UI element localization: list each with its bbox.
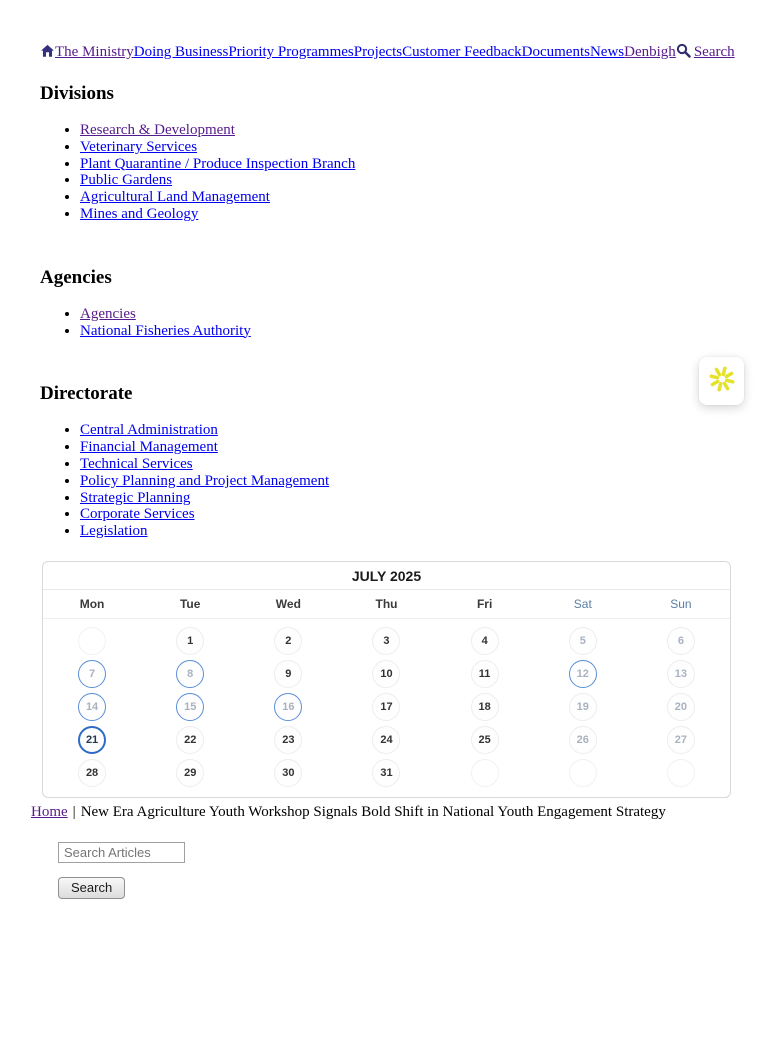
link-mines-and-geology[interactable]: Mines and Geology bbox=[80, 205, 199, 222]
calendar-day-20[interactable]: 20 bbox=[667, 693, 695, 721]
calendar-empty-day bbox=[78, 627, 106, 655]
list-item bbox=[80, 189, 773, 206]
list-item bbox=[80, 473, 773, 490]
calendar-day-11[interactable]: 11 bbox=[471, 660, 499, 688]
link-plant-quarantine-produce-inspection-branch[interactable]: Plant Quarantine / Produce Inspection Branch bbox=[80, 155, 356, 172]
calendar-empty-day bbox=[667, 759, 695, 787]
calendar-day-headers bbox=[43, 590, 730, 619]
search-button[interactable]: Search bbox=[58, 877, 125, 899]
calendar-cell bbox=[632, 758, 730, 788]
link-financial-management[interactable]: Financial Management bbox=[80, 439, 218, 456]
calendar-empty-day bbox=[569, 759, 597, 787]
list-item bbox=[80, 139, 773, 156]
nav-link-projects[interactable]: Projects bbox=[353, 44, 403, 60]
calendar-day-21[interactable]: 21 bbox=[78, 726, 106, 754]
calendar-cell bbox=[632, 659, 730, 689]
breadcrumb bbox=[31, 804, 731, 821]
home-icon[interactable] bbox=[40, 44, 55, 61]
calendar-cell bbox=[239, 758, 337, 788]
calendar-cell bbox=[239, 725, 337, 755]
asterisk-icon bbox=[708, 365, 736, 398]
calendar-cell bbox=[141, 758, 239, 788]
calendar-day-10[interactable]: 10 bbox=[372, 660, 400, 688]
calendar-cell bbox=[43, 758, 141, 788]
calendar-day-26[interactable]: 26 bbox=[569, 726, 597, 754]
calendar-day-8[interactable]: 8 bbox=[176, 660, 204, 688]
calendar-cell bbox=[534, 659, 632, 689]
list-item bbox=[80, 122, 773, 139]
nav-link-the-ministry[interactable]: The Ministry bbox=[55, 44, 134, 60]
calendar-day-23[interactable]: 23 bbox=[274, 726, 302, 754]
calendar-cell bbox=[43, 626, 141, 656]
day-header-tue: Tue bbox=[179, 596, 201, 611]
calendar-day-15[interactable]: 15 bbox=[176, 693, 204, 721]
calendar-day-24[interactable]: 24 bbox=[372, 726, 400, 754]
list-item bbox=[80, 306, 773, 323]
day-header-thu: Thu bbox=[375, 596, 398, 611]
link-strategic-planning[interactable]: Strategic Planning bbox=[80, 489, 191, 506]
nav-links bbox=[55, 44, 676, 60]
nav-link-documents[interactable]: Documents bbox=[521, 44, 590, 60]
link-legislation[interactable]: Legislation bbox=[80, 523, 148, 540]
section-list-divisions bbox=[40, 122, 773, 223]
calendar-day-14[interactable]: 14 bbox=[78, 693, 106, 721]
calendar-cell bbox=[337, 626, 435, 656]
calendar-day-16[interactable]: 16 bbox=[274, 693, 302, 721]
list-item bbox=[80, 506, 773, 523]
calendar-grid bbox=[43, 619, 730, 797]
list-item bbox=[80, 172, 773, 189]
link-national-fisheries-authority[interactable]: National Fisheries Authority bbox=[80, 322, 251, 339]
calendar-day-18[interactable]: 18 bbox=[471, 693, 499, 721]
calendar-cell bbox=[141, 725, 239, 755]
calendar-day-7[interactable]: 7 bbox=[78, 660, 106, 688]
calendar-day-30[interactable]: 30 bbox=[274, 759, 302, 787]
link-central-administration[interactable]: Central Administration bbox=[80, 422, 218, 439]
search-articles-input[interactable] bbox=[58, 842, 185, 863]
calendar-day-4[interactable]: 4 bbox=[471, 627, 499, 655]
calendar-cell bbox=[534, 626, 632, 656]
section-list-agencies bbox=[40, 306, 773, 340]
calendar-day-3[interactable]: 3 bbox=[372, 627, 400, 655]
day-header-wed: Wed bbox=[275, 596, 301, 611]
calendar-cell bbox=[43, 692, 141, 722]
search-icon[interactable] bbox=[676, 43, 691, 61]
calendar-cell bbox=[632, 626, 730, 656]
calendar-day-25[interactable]: 25 bbox=[471, 726, 499, 754]
calendar-day-22[interactable]: 22 bbox=[176, 726, 204, 754]
link-agencies[interactable]: Agencies bbox=[80, 305, 136, 322]
calendar-cell bbox=[436, 758, 534, 788]
link-technical-services[interactable]: Technical Services bbox=[80, 455, 193, 472]
accessibility-widget-button[interactable] bbox=[699, 357, 744, 405]
calendar-day-31[interactable]: 31 bbox=[372, 759, 400, 787]
link-agricultural-land-management[interactable]: Agricultural Land Management bbox=[80, 189, 270, 206]
calendar-cell bbox=[239, 659, 337, 689]
link-research-and-development[interactable]: Research & Development bbox=[80, 122, 235, 138]
top-nav bbox=[40, 43, 735, 61]
calendar-cell bbox=[337, 758, 435, 788]
list-item bbox=[80, 523, 773, 540]
link-policy-planning-and-project-management[interactable]: Policy Planning and Project Management bbox=[80, 472, 330, 489]
day-header-mon: Mon bbox=[79, 596, 105, 611]
calendar-day-1[interactable]: 1 bbox=[176, 627, 204, 655]
section-title-divisions: Divisions bbox=[40, 83, 114, 104]
calendar-cell bbox=[534, 692, 632, 722]
calendar-cell bbox=[337, 725, 435, 755]
day-header-fri: Fri bbox=[476, 596, 493, 611]
calendar-cell bbox=[239, 626, 337, 656]
calendar-cell bbox=[239, 692, 337, 722]
list-item bbox=[80, 456, 773, 473]
calendar-day-13[interactable]: 13 bbox=[667, 660, 695, 688]
nav-link-search[interactable]: Search bbox=[693, 44, 735, 60]
link-corporate-services[interactable]: Corporate Services bbox=[80, 506, 195, 523]
calendar-cell bbox=[141, 692, 239, 722]
day-header-sun: Sun bbox=[670, 596, 692, 611]
calendar-day-5[interactable]: 5 bbox=[569, 627, 597, 655]
day-header-sat: Sat bbox=[573, 596, 592, 611]
calendar-cell bbox=[436, 692, 534, 722]
calendar-day-28[interactable]: 28 bbox=[78, 759, 106, 787]
calendar-cell bbox=[141, 626, 239, 656]
calendar-day-6[interactable]: 6 bbox=[667, 627, 695, 655]
calendar-cell bbox=[337, 692, 435, 722]
calendar-day-9[interactable]: 9 bbox=[274, 660, 302, 688]
calendar-cell bbox=[534, 758, 632, 788]
calendar-cell bbox=[436, 626, 534, 656]
calendar-day-19[interactable]: 19 bbox=[569, 693, 597, 721]
link-public-gardens[interactable]: Public Gardens bbox=[80, 172, 173, 189]
list-item bbox=[80, 439, 773, 456]
calendar-cell bbox=[43, 725, 141, 755]
calendar-day-12[interactable]: 12 bbox=[569, 660, 597, 688]
nav-link-doing-business[interactable]: Doing Business bbox=[133, 44, 229, 60]
calendar-cell bbox=[632, 692, 730, 722]
sections-container bbox=[0, 83, 773, 540]
nav-link-priority-programmes[interactable]: Priority Programmes bbox=[228, 44, 354, 60]
calendar-title: JULY 2025 bbox=[43, 562, 730, 590]
calendar-day-2[interactable]: 2 bbox=[274, 627, 302, 655]
article-title: New Era Agriculture Youth Workshop Signals Bold Shift in National Youth Engagement Strategy bbox=[80, 803, 666, 820]
list-item bbox=[80, 323, 773, 340]
section-title-agencies: Agencies bbox=[40, 266, 112, 288]
breadcrumb-separator: | bbox=[72, 803, 76, 820]
breadcrumb-home-link[interactable]: Home bbox=[31, 803, 68, 820]
nav-link-customer-feedback[interactable]: Customer Feedback bbox=[402, 44, 522, 60]
calendar-cell bbox=[141, 659, 239, 689]
calendar-cell bbox=[632, 725, 730, 755]
calendar-cell bbox=[436, 659, 534, 689]
calendar-cell bbox=[534, 725, 632, 755]
nav-link-news[interactable]: News bbox=[589, 44, 625, 60]
calendar-day-27[interactable]: 27 bbox=[667, 726, 695, 754]
list-item bbox=[80, 156, 773, 173]
section-title-directorate: Directorate bbox=[40, 383, 133, 405]
calendar-day-29[interactable]: 29 bbox=[176, 759, 204, 787]
link-veterinary-services[interactable]: Veterinary Services bbox=[80, 138, 198, 155]
list-item bbox=[80, 206, 773, 223]
list-item bbox=[80, 490, 773, 507]
calendar-cell bbox=[337, 659, 435, 689]
calendar-widget bbox=[42, 561, 731, 798]
list-item bbox=[80, 422, 773, 439]
calendar-empty-day bbox=[471, 759, 499, 787]
section-list-directorate bbox=[40, 422, 773, 540]
calendar-cell bbox=[436, 725, 534, 755]
calendar-day-17[interactable]: 17 bbox=[372, 693, 400, 721]
nav-link-denbigh[interactable]: Denbigh bbox=[624, 44, 676, 60]
calendar-cell bbox=[43, 659, 141, 689]
